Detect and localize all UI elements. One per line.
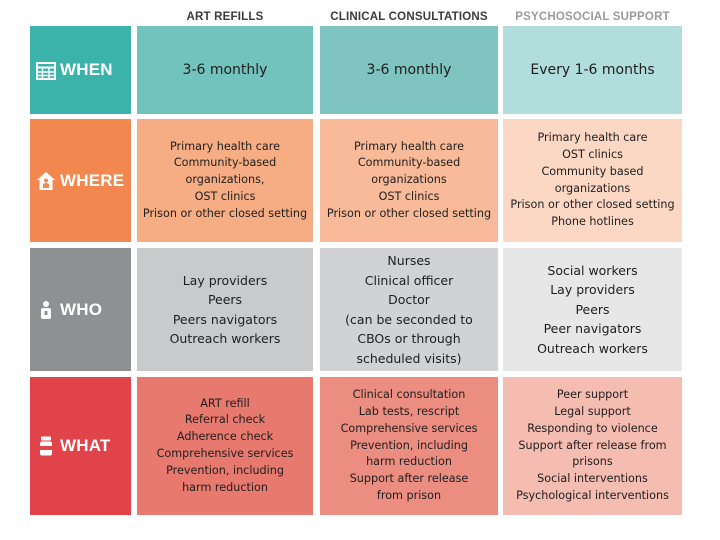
cell-line: Prison or other closed setting xyxy=(510,198,675,212)
cell-where-psychosocial-support xyxy=(503,119,682,242)
cell-line: 3-6 monthly xyxy=(182,62,268,78)
cell-line: Outreach workers xyxy=(169,331,281,346)
pill-bottle-icon xyxy=(36,436,56,456)
cell-line: OST clinics xyxy=(562,147,623,161)
cell-line: Peers xyxy=(207,292,243,307)
cell-line: Comprehensive services xyxy=(340,421,478,435)
cell-line: Peer support xyxy=(556,388,629,402)
column-header-clinical-consultations: CLINICAL CONSULTATIONS xyxy=(330,11,488,23)
cell-who-clinical-consultations xyxy=(320,248,498,371)
cell-line: Support after release xyxy=(349,472,469,486)
cell-line: Social workers xyxy=(547,262,638,278)
cell-where-clinical-consultations xyxy=(320,119,498,242)
cell-line: Doctor xyxy=(388,292,430,307)
cell-line: (can be seconded to xyxy=(345,311,473,327)
cell-line: Peers navigators xyxy=(172,311,278,327)
cell-line: Psychological interventions xyxy=(516,488,669,502)
calendar-icon xyxy=(36,60,56,80)
cell-line: Community-based xyxy=(173,156,277,170)
cell-line: organizations, xyxy=(185,173,265,187)
cell-line: Legal support xyxy=(554,405,631,418)
cell-line: Peers xyxy=(575,301,610,317)
cell-line: Lay providers xyxy=(182,272,268,288)
cell-line: harm reduction xyxy=(182,480,268,494)
column-header-art-refills: ART REFILLS xyxy=(186,11,264,23)
cell-line: Social interventions xyxy=(537,472,648,486)
cell-line: Comprehensive services xyxy=(156,447,294,460)
cell-line: Adherence check xyxy=(176,430,274,444)
cell-what-psychosocial-support xyxy=(503,377,682,515)
cell-line: Phone hotlines xyxy=(551,215,634,229)
cell-who-art-refills xyxy=(137,248,313,371)
cell-line: Community-based xyxy=(357,156,461,170)
row-label-text: WHEN xyxy=(60,60,113,79)
person-icon xyxy=(36,300,56,320)
cell-line: OST clinics xyxy=(194,189,256,203)
row-label-who xyxy=(30,248,131,371)
row-label-what xyxy=(30,377,131,515)
cell-line: Nurses xyxy=(387,253,431,268)
row-label-text: WHAT xyxy=(60,436,111,455)
cell-line: Primary health care xyxy=(537,131,648,145)
row-label-where xyxy=(30,119,131,242)
row-label-text: WHO xyxy=(60,299,103,319)
cell-line: Peer navigators xyxy=(543,321,642,337)
cell-line: Prison or other closed setting xyxy=(326,206,492,220)
cell-line: Prevention, including xyxy=(166,463,284,477)
cell-line: ART refill xyxy=(200,396,250,410)
cell-line: CBOs or through xyxy=(357,331,461,346)
cell-line: Prevention, including xyxy=(350,438,468,452)
cell-line: organizations xyxy=(554,181,631,195)
cell-line: scheduled visits) xyxy=(356,350,462,366)
cell-line: Primary health care xyxy=(353,139,464,153)
cell-when-psychosocial-support xyxy=(503,26,682,114)
cell-line: from prison xyxy=(376,488,442,502)
cell-line: Support after release from xyxy=(518,438,667,452)
cell-line: Prison or other closed setting xyxy=(142,206,308,220)
cell-line: OST clinics xyxy=(378,189,440,203)
cell-line: Referral check xyxy=(184,413,266,427)
cell-line: prisons xyxy=(572,455,613,469)
cell-what-art-refills xyxy=(137,377,313,515)
cell-when-art-refills xyxy=(137,26,313,114)
cell-line: Responding to violence xyxy=(527,421,658,435)
cell-line: Outreach workers xyxy=(537,340,648,356)
row-label-text: WHERE xyxy=(60,170,125,190)
cell-line: 3-6 monthly xyxy=(366,62,452,78)
cell-where-art-refills xyxy=(137,119,313,242)
cell-line: Every 1-6 months xyxy=(530,62,655,78)
cell-who-psychosocial-support xyxy=(503,248,682,371)
cell-line: harm reduction xyxy=(366,455,452,469)
cell-line: Clinical consultation xyxy=(352,388,466,402)
cell-what-clinical-consultations xyxy=(320,377,498,515)
cell-line: Primary health care xyxy=(169,139,280,153)
cell-line: Community based xyxy=(541,164,644,178)
cell-line: Clinical officer xyxy=(364,272,454,288)
row-label-when xyxy=(30,26,131,114)
cell-line: organizations xyxy=(371,173,447,187)
column-header-psychosocial-support: PSYCHOSOCIAL SUPPORT xyxy=(515,11,670,23)
cell-line: Lab tests, rescript xyxy=(358,405,460,418)
cell-when-clinical-consultations xyxy=(320,26,498,114)
house-person-icon xyxy=(36,171,56,191)
cell-line: Lay providers xyxy=(550,282,635,298)
